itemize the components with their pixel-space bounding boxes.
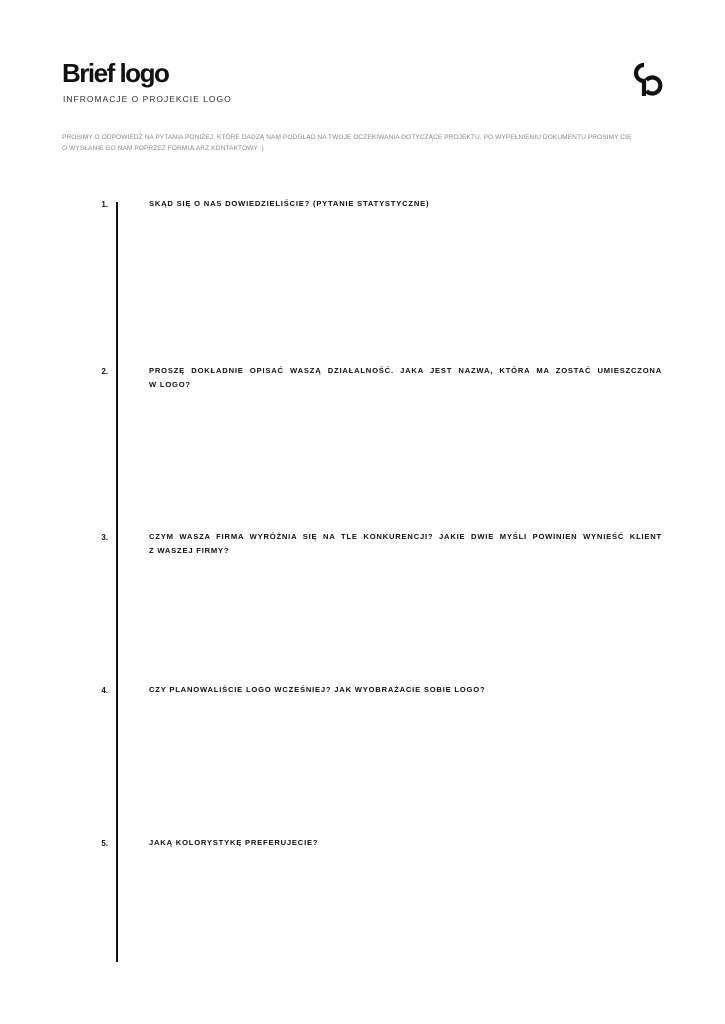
sb-monogram-icon: [628, 60, 664, 98]
question-text: [149, 530, 662, 558]
question-line: PROSZĘ DOKŁADNIE OPISAĆ WASZĄ DZIAŁALNOŚĆ. JAKA JEST NAZWA, KTÓRA MA ZOSTAĆ UMIESZCZONA: [149, 366, 662, 375]
page-title: Brief logo: [62, 58, 169, 88]
question-line: CZYM WASZA FIRMA WYRÓŻNIA SIĘ NA TLE KONKURENCJI? JAKIE DWIE MYŚLI POWINIEN WYNIEŚĆ KLIENT: [149, 532, 662, 541]
intro-line: O WYSŁANIE GO NAM POPRZEZ FORMULARZ KONTAKTOWY :): [62, 144, 264, 152]
vertical-divider: [116, 202, 118, 962]
question-number: 2.: [101, 367, 108, 376]
question-line: JAKĄ KOLORYSTYKĘ PREFERUJECIE?: [149, 838, 319, 847]
question-line: W LOGO?: [149, 380, 191, 389]
page-subtitle: INFROMACJE O PROJEKCIE LOGO: [63, 94, 232, 104]
intro-line: PROSIMY O ODPOWIEDŹ NA PYTANIA PONIŻEJ, KTÓRE DADZĄ NAM PODGLĄD NA TWOJE OCZEKIWANIA DOTYCZĄCE PROJEKTU. PO WYPEŁNIENIU DOKUMENTU PROSIMY CIĘ: [62, 134, 632, 141]
question-text: [149, 683, 662, 697]
question-text: [149, 197, 662, 211]
question-text: [149, 836, 662, 850]
question-number: 4.: [101, 686, 108, 695]
intro-text: [62, 133, 662, 154]
question-line: SKĄD SIĘ O NAS DOWIEDZIELIŚCIE? (PYTANIE STATYSTYCZNE): [149, 199, 430, 208]
question-text: [149, 364, 662, 392]
question-line: CZY PLANOWALIŚCIE LOGO WCZEŚNIEJ? JAK WYOBRAŻACIE SOBIE LOGO?: [149, 685, 486, 694]
question-number: 5.: [101, 839, 108, 848]
question-number: 3.: [101, 533, 108, 542]
question-number: 1.: [101, 200, 108, 209]
question-line: Z WASZEJ FIRMY?: [149, 546, 230, 555]
